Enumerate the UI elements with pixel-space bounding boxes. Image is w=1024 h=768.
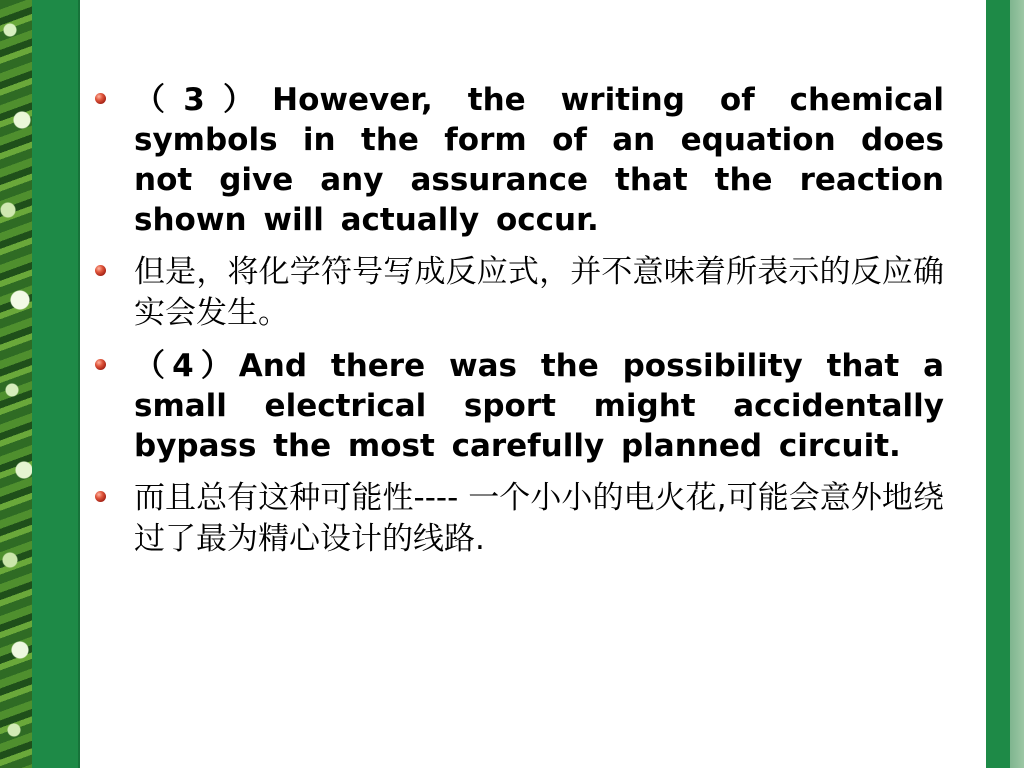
- bullet-item-2: [92, 252, 944, 334]
- bullet-item-4: [92, 478, 944, 560]
- bullet-icon: [95, 491, 106, 502]
- bullet-icon: [95, 265, 106, 276]
- english-paragraph-4: （4）And there was the possibility that a small electrical sport might accidentally bypass the most carefully planned circuit.: [134, 348, 944, 464]
- bullet-item-1: [92, 80, 944, 240]
- bullet-icon: [95, 359, 106, 370]
- chinese-translation-3: 但是，将化学符号写成反应式，并不意味着所表示的反应确实会发生。: [134, 254, 944, 331]
- left-green-bar: [32, 0, 80, 768]
- slide-content: [92, 80, 944, 572]
- bullet-item-3: [92, 346, 944, 466]
- right-green-bar: [986, 0, 1010, 768]
- right-light-strip: [1010, 0, 1024, 768]
- english-paragraph-3: （3）However, the writing of chemical symbols in the form of an equation does not give any assurance that the reaction shown will actually occur.: [134, 82, 944, 238]
- chinese-translation-4: 而且总有这种可能性---- 一个小小的电火花,可能会意外地绕过了最为精心设计的线路.: [134, 480, 944, 557]
- bullet-icon: [95, 93, 106, 104]
- foliage-background-image: [0, 0, 32, 768]
